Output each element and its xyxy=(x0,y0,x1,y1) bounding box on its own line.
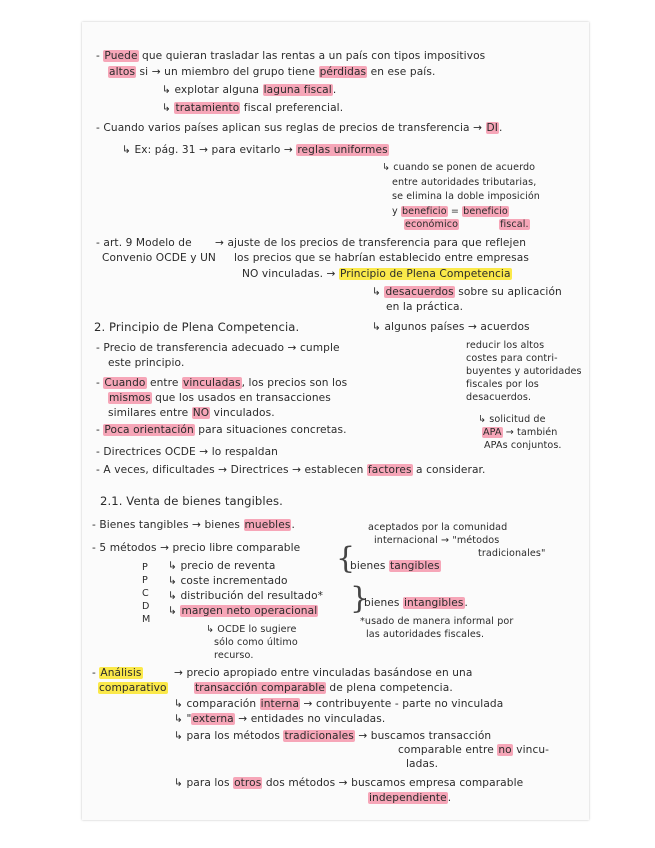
note-line: este principio. xyxy=(108,357,185,369)
note-line: fiscales por los xyxy=(466,379,539,390)
note-line xyxy=(350,560,441,573)
note-line: entre autoridades tributarias, xyxy=(392,177,537,188)
note-line: - Precio de transferencia adecuado → cumple xyxy=(96,342,340,354)
method-initial: P xyxy=(142,562,148,573)
pink-highlight: muebles xyxy=(244,519,291,531)
pink-highlight: Puede xyxy=(104,50,138,62)
note-line xyxy=(368,792,451,805)
pink-highlight: vinculadas xyxy=(182,377,241,389)
pink-highlight: altos xyxy=(109,66,136,78)
note-text: ↳ para los xyxy=(174,777,234,789)
note-line: internacional → "métodos xyxy=(374,535,500,546)
note-line xyxy=(404,219,530,231)
note-line xyxy=(364,597,468,610)
note-line: - 5 métodos → precio libre comparable xyxy=(92,542,301,554)
note-line xyxy=(162,84,336,97)
note-text: NO vinculadas. → xyxy=(242,268,339,280)
pink-highlight: tratamiento xyxy=(175,102,240,114)
method-initial: M xyxy=(142,614,151,625)
note-line xyxy=(174,698,503,711)
note-line: - art. 9 Modelo de xyxy=(96,237,192,249)
note-line xyxy=(174,730,491,743)
pink-highlight: Poca orientación xyxy=(104,424,194,436)
note-text: - xyxy=(96,424,104,436)
yellow-highlight: Principio de Plena Competencia xyxy=(339,268,511,280)
pink-highlight: económico xyxy=(405,219,459,230)
pink-highlight: Cuando xyxy=(104,377,146,389)
note-line: ↳ distribución del resultado* xyxy=(168,590,324,602)
note-line xyxy=(482,427,557,439)
note-text: que quieran trasladar las rentas a un país con tipos impositivos xyxy=(138,50,486,62)
pink-highlight: no xyxy=(498,744,512,756)
note-line: aceptados por la comunidad xyxy=(368,522,508,533)
note-line: ↳ coste incrementado xyxy=(168,575,288,587)
yellow-highlight: comparativo xyxy=(99,682,167,694)
note-text: - xyxy=(96,377,104,389)
note-line: - Directrices OCDE → lo respaldan xyxy=(96,446,278,458)
pink-highlight: APA xyxy=(483,427,502,438)
note-text: si → un miembro del grupo tiene xyxy=(136,66,319,78)
pink-highlight: mismos xyxy=(109,392,151,404)
note-text: similares entre xyxy=(108,407,192,419)
note-line: APAs conjuntos. xyxy=(484,440,562,451)
note-line: ↳ precio de reventa xyxy=(168,560,276,572)
note-line xyxy=(96,50,485,63)
note-text: . xyxy=(499,122,503,134)
note-text: . xyxy=(291,519,295,531)
note-line: ↳ algunos países → acuerdos xyxy=(372,321,530,333)
pink-highlight: margen neto operacional xyxy=(181,605,318,617)
note-line xyxy=(122,144,389,157)
note-line xyxy=(92,519,295,532)
note-text: bienes xyxy=(364,597,404,609)
note-text: vincu- xyxy=(512,744,550,756)
notebook-page xyxy=(82,22,589,820)
note-line xyxy=(392,206,509,218)
note-text: - A veces, dificultades → Directrices → establecen xyxy=(96,464,367,476)
note-line: ↳ cuando se ponen de acuerdo xyxy=(382,162,536,173)
note-line: los precios que se habrían establecido entre empresas xyxy=(234,252,529,264)
note-text: . xyxy=(332,84,337,96)
pink-highlight: tangibles xyxy=(390,560,440,572)
note-text: sobre su aplicación xyxy=(454,286,562,298)
note-line: tradicionales" xyxy=(478,548,546,559)
method-initial: C xyxy=(142,588,149,599)
pink-highlight: interna xyxy=(260,698,300,710)
note-text: , los precios son los xyxy=(241,377,348,389)
pink-highlight: intangibles xyxy=(404,597,464,609)
note-text: vinculados. xyxy=(210,407,275,419)
pink-highlight: beneficio xyxy=(463,206,508,217)
note-text: → contribuyente - parte no vinculada xyxy=(300,698,504,710)
note-line: sólo como último xyxy=(214,637,298,648)
note-line: ladas. xyxy=(406,758,439,770)
note-line xyxy=(242,268,512,281)
note-text: y xyxy=(392,206,401,217)
note-line: se elimina la doble imposición xyxy=(392,191,540,202)
note-line xyxy=(108,392,331,405)
pink-highlight: desacuerdos xyxy=(385,286,454,298)
note-line: las autoridades fiscales. xyxy=(366,629,485,640)
note-line: *usado de manera informal por xyxy=(360,616,514,627)
note-line: ↳ OCDE lo sugiere xyxy=(206,624,297,635)
note-text: . xyxy=(447,792,452,804)
pink-highlight: independiente xyxy=(369,792,447,804)
method-initial: D xyxy=(142,601,150,612)
section-heading: 2. Principio de Plena Competencia. xyxy=(94,320,300,334)
note-line xyxy=(96,464,486,477)
note-text: entre xyxy=(146,377,182,389)
pink-highlight: otros xyxy=(234,777,262,789)
note-line xyxy=(372,286,562,299)
note-text: ↳ xyxy=(372,286,385,298)
note-text: → entidades no vinculadas. xyxy=(234,713,386,725)
note-line: reducir los altos xyxy=(466,340,545,351)
note-text: ↳ " xyxy=(174,713,192,725)
brace-icon: } xyxy=(350,581,370,616)
note-line xyxy=(398,744,549,757)
note-text: ↳ para los métodos xyxy=(174,730,284,742)
note-line xyxy=(162,102,343,115)
note-text: ↳ xyxy=(162,102,175,114)
note-text: - xyxy=(92,667,100,679)
pink-highlight: externa xyxy=(192,713,234,725)
note-text: comparable entre xyxy=(398,744,498,756)
note-text: de plena competencia. xyxy=(325,682,453,694)
note-line: buyentes y autoridades xyxy=(466,366,582,377)
note-line xyxy=(96,424,347,437)
method-initial: P xyxy=(142,575,148,586)
note-text: bienes xyxy=(350,560,390,572)
note-line xyxy=(174,777,523,790)
pink-highlight: factores xyxy=(367,464,412,476)
pink-highlight: fiscal. xyxy=(500,219,529,230)
note-line: → ajuste de los precios de transferencia para que reflejen xyxy=(215,237,527,249)
note-line xyxy=(98,682,168,695)
note-line: recurso. xyxy=(214,650,254,661)
pink-highlight: tradicionales xyxy=(284,730,354,742)
note-text: a considerar. xyxy=(412,464,486,476)
note-text: fiscal preferencial. xyxy=(240,102,344,114)
pink-highlight: pérdidas xyxy=(319,66,367,78)
pink-highlight: NO xyxy=(192,407,210,419)
note-line: Convenio OCDE y UN xyxy=(102,252,216,264)
note-text: → también xyxy=(502,427,558,438)
note-line xyxy=(108,407,275,420)
note-line xyxy=(194,682,453,695)
note-text: = xyxy=(447,206,463,217)
pink-highlight: transacción comparable xyxy=(195,682,325,694)
note-text: → buscamos transacción xyxy=(354,730,492,742)
note-text: en ese país. xyxy=(367,66,436,78)
pink-highlight: reglas uniformes xyxy=(297,144,388,156)
note-text: ↳ Ex: pág. 31 → para evitarlo → xyxy=(122,144,297,156)
note-text: - Bienes tangibles → bienes xyxy=(92,519,244,531)
note-text: ↳ comparación xyxy=(174,698,260,710)
note-text: dos métodos → buscamos empresa comparable xyxy=(262,777,524,789)
note-line xyxy=(92,667,143,680)
note-line xyxy=(168,605,318,618)
note-text: que los usados en transacciones xyxy=(151,392,331,404)
note-line: en la práctica. xyxy=(386,301,464,313)
section-heading: 2.1. Venta de bienes tangibles. xyxy=(100,494,283,508)
pink-highlight: DI xyxy=(486,122,499,134)
pink-highlight: laguna fiscal xyxy=(263,84,332,96)
note-line xyxy=(96,377,347,390)
note-line: desacuerdos. xyxy=(466,392,532,403)
note-line: ↳ solicitud de xyxy=(478,414,546,425)
note-line xyxy=(96,122,502,135)
note-line xyxy=(174,713,385,726)
note-text: ↳ explotar alguna xyxy=(162,84,263,96)
note-text: para situaciones concretas. xyxy=(194,424,347,436)
note-text: ↳ xyxy=(168,605,181,617)
note-text: - Cuando varios países aplican sus reglas de precios de transferencia → xyxy=(96,122,486,134)
brace-icon: { xyxy=(336,541,356,576)
note-line xyxy=(108,66,435,79)
note-line: costes para contri- xyxy=(466,353,558,364)
note-line: → precio apropiado entre vinculadas basándose en una xyxy=(174,667,473,679)
pink-highlight: beneficio xyxy=(401,206,447,217)
yellow-highlight: Análisis xyxy=(100,667,142,679)
note-text: - xyxy=(96,50,104,62)
note-text: . xyxy=(464,597,468,609)
